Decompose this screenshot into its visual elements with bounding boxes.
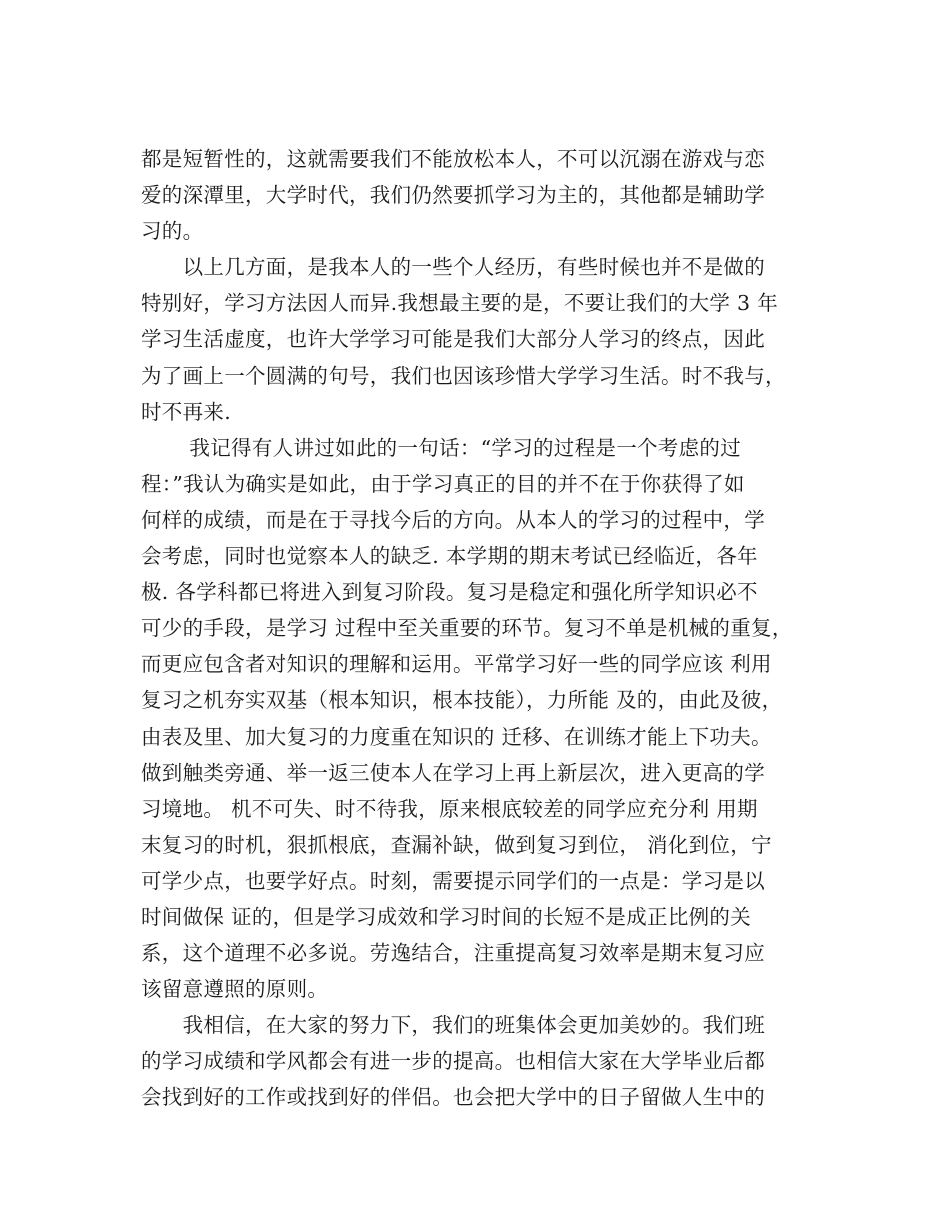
text-line: 由表及里、加大复习的力度重在知识的 迁移、在训练才能上下功夫。 (141, 724, 772, 749)
text-line: 以上几方面，是我本人的一些个人经历，有些时候也并不是做的 (141, 255, 765, 280)
text-line: 都是短暂性的，这就需要我们不能放松本人，不可以沉溺在游戏与恋 (141, 147, 765, 171)
text-line: 习的。 (141, 219, 204, 244)
text-line: 时不再来. (141, 399, 232, 424)
text-line: 习境地。 机不可失、时不待我，原来根底较差的同学应充分利 用期 (141, 796, 758, 821)
text-line: 而更应包含者对知识的理解和运用。平常学习好一些的同学应该 利用 (141, 652, 772, 677)
text-line: 会考虑，同时也觉察本人的缺乏. 本学期的期末考试已经临近，各年 (141, 544, 758, 569)
text-line: 爱的深潭里，大学时代，我们仍然要抓学习为主的，其他都是辅助学 (141, 183, 765, 208)
text-line: 可少的手段，是学习 过程中至关重要的环节。复习不单是机械的重复， (141, 616, 793, 641)
text-line: 会找到好的工作或找到好的伴侣。也会把大学中的日子留做人生中的 (141, 1085, 765, 1110)
text-line: 的学习成绩和学风都会有进一步的提高。也相信大家在大学毕业后都 (141, 1049, 765, 1074)
text-line: 为了画上一个圆满的句号，我们也因该珍惜大学学习生活。时不我与， (141, 363, 786, 388)
text-line: 末复习的时机，狠抓根底，查漏补缺，做到复习到位， 消化到位，宁 (141, 832, 772, 857)
text-line: 特别好，学习方法因人而异.我想最主要的是，不要让我们的大学 3 年 (141, 291, 778, 316)
text-line: 程：”我认为确实是如此，由于学习真正的目的并不在于你获得了如 (141, 471, 745, 496)
text-line: 我相信，在大家的努力下，我们的班集体会更加美妙的。我们班 (141, 1013, 765, 1038)
text-line: 该留意遵照的原则。 (141, 977, 329, 1002)
text-line: 我记得有人讲过如此的一句话：“学习的过程是一个考虑的过 (141, 435, 741, 460)
text-line: 可学少点，也要学好点。时刻，需要提示同学们的一点是：学习是以 (141, 868, 765, 893)
text-line: 何样的成绩，而是在于寻找今后的方向。从本人的学习的过程中，学 (141, 507, 765, 532)
text-line: 做到触类旁通、举一返三使本人在学习上再上新层次，进入更高的学 (141, 760, 765, 785)
text-line: 极. 各学科都已将进入到复习阶段。复习是稳定和强化所学知识必不 (141, 580, 758, 605)
body-text (141, 141, 813, 1116)
text-line: 学习生活虚度，也许大学学习可能是我们大部分人学习的终点，因此 (141, 327, 765, 352)
text-line: 时间做保 证的，但是学习成效和学习时间的长短不是成正比例的关 (141, 904, 752, 929)
text-line: 系，这个道理不必多说。劳逸结合，注重提高复习效率是期末复习应 (141, 941, 765, 966)
text-line: 复习之机夯实双基（根本知识，根本技能），力所能 及的，由此及彼， (141, 688, 783, 713)
